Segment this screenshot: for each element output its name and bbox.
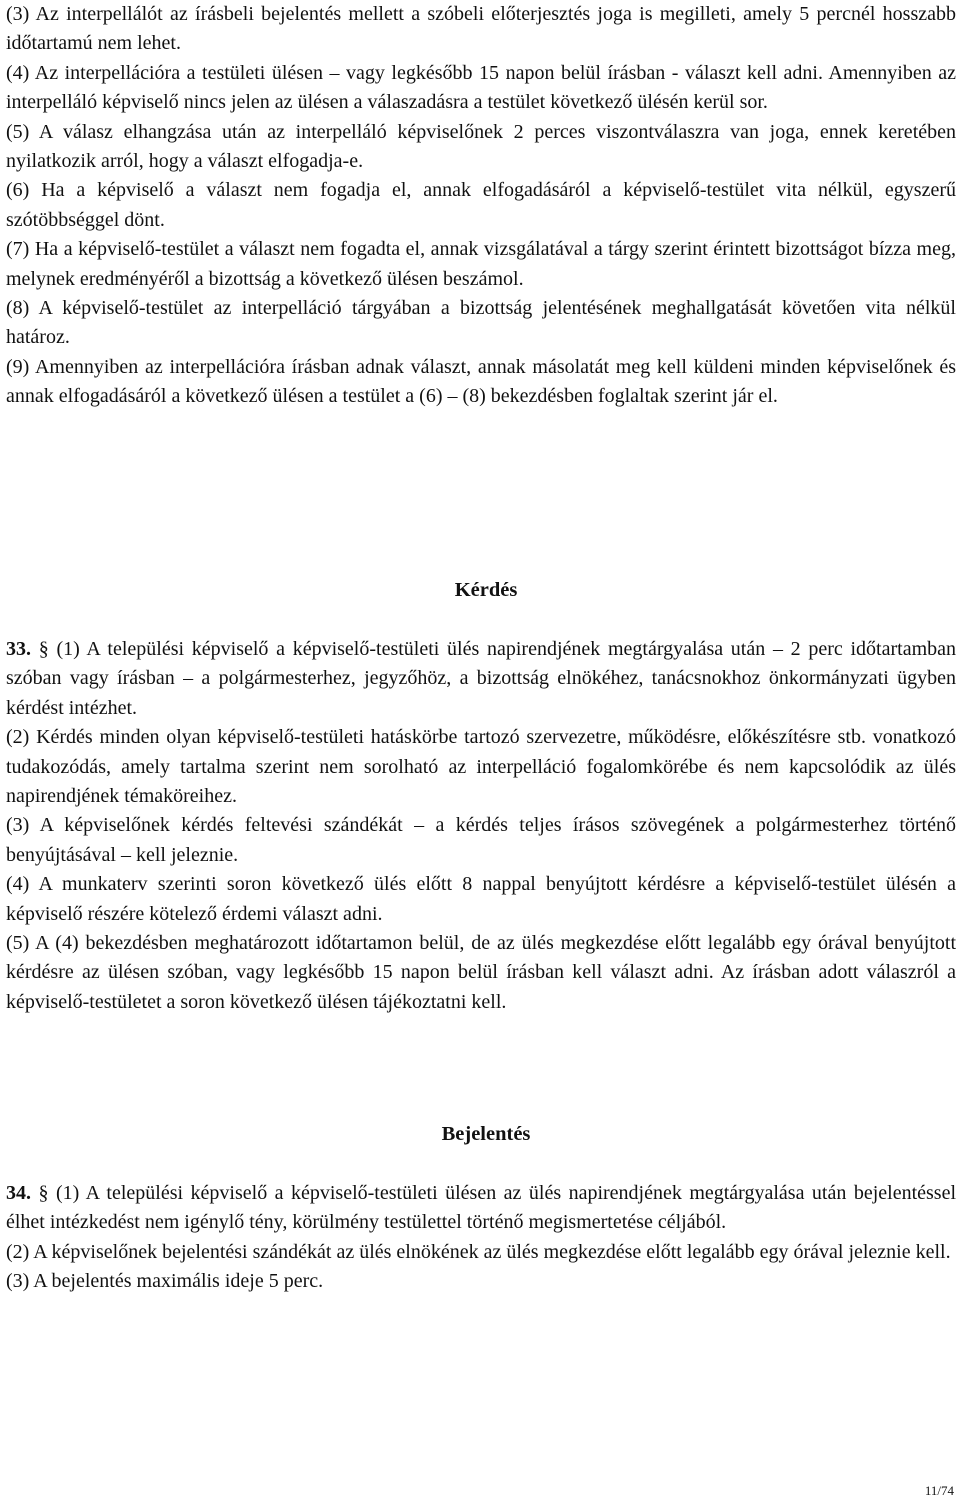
section-bejelentes: [6, 1120, 956, 1297]
section-heading: Kérdés: [454, 579, 518, 601]
paragraph-7: (7) Ha a képviselő-testület a választ nem fogadta el, annak vizsgálatával a tárgy szerint érintett bizottságot bízza meg, melynek eredményéről a bizottság a következő ülésen beszámol.: [6, 238, 956, 290]
paragraph-5: (5) A válasz elhangzása után az interpelláló képviselőnek 2 perces viszontválaszra van joga, ennek keretében nyilatkozik arról, hogy a választ elfogadja-e.: [6, 120, 956, 173]
paragraph-1: [6, 1179, 956, 1238]
paragraph-8: (8) A képviselő-testület az interpelláció tárgyában a bizottság jelentésének meghallgatását követően vita nélkül határoz.: [6, 297, 956, 349]
paragraph-4: (4) Az interpellációra a testületi ülésen – vagy legkésőbb 15 napon belül írásban - választ kell adni. Amennyiben az interpelláló képviselő nincs jelen az ülésen a válaszadásra a testület következő ülésén kerül sor.: [6, 61, 956, 114]
paragraph-6: (6) Ha a képviselő a választ nem fogadja el, annak elfogadásáról a képviselő-testület vita nélkül, egyszerű szótöbbséggel dönt.: [6, 179, 956, 231]
paragraph-1-text: (1) A települési képviselő a képviselő-testületi ülés napirendjének megtárgyalása után – 2 perc időtartamban szóban vagy írásban – a polgármesterhez, jegyzőhöz, a bizottság elnökéhez, tanácsnokhoz önkormányzati ügyben kérdést intézhet.: [6, 638, 957, 719]
paragraph-1-text: (1) A települési képviselő a képviselő-testületi ülésen az ülés napirendjének megtárgyalása után bejelentéssel élhet intézkedést nem igénylő tény, körülmény testülettel történő megismertetése céljából.: [6, 1182, 956, 1234]
paragraph-1: [6, 635, 956, 723]
page-number: 11/74: [924, 1483, 954, 1498]
section-sign: §: [38, 638, 49, 660]
paragraph-4: (4) A munkaterv szerinti soron következő ülés előtt 8 nappal benyújtott kérdésre a képviselő-testület ülésén a képviselő részére kötelező érdemi választ adni.: [6, 873, 956, 925]
paragraph-3: (3) Az interpellálót az írásbeli bejelentés mellett a szóbeli előterjesztés joga is megilleti, amely 5 percnél hosszabb időtartamú nem lehet.: [6, 3, 956, 55]
paragraph-9: (9) Amennyiben az interpellációra írásban adnak választ, annak másolatát meg kell küldeni minden képviselőnek és annak elfogadásáról a következő ülésen a testület a (6) – (8) bekezdésben foglaltak szerint jár el.: [6, 355, 956, 408]
paragraph-3: (3) A bejelentés maximális ideje 5 perc.: [6, 1270, 324, 1293]
paragraph-3: (3) A képviselőnek kérdés feltevési szándékát – a kérdés teljes írásos szövegének a polgármesterhez történő benyújtásával – kell jeleznie.: [6, 814, 956, 866]
paragraph-2: (2) A képviselőnek bejelentési szándékát az ülés elnökének az ülés megkezdése előtt legalább egy órával jeleznie kell.: [6, 1240, 951, 1263]
paragraph-2: (2) Kérdés minden olyan képviselő-testületi hatáskörbe tartozó szervezetre, működésre, előkészítésre stb. vonatkozó tudakozódás, amely tartalma szerint nem sorolható az interpelláció fogalomkörébe és nem kapcsolódik az ülés napirendjének témaköreihez.: [6, 726, 956, 808]
section-number: 34.: [6, 1182, 31, 1204]
interpellacio-continuation: [6, 0, 956, 412]
section-kerdes: [6, 576, 956, 1017]
section-sign: §: [38, 1182, 49, 1204]
paragraph-5: (5) A (4) bekezdésben meghatározott időtartamon belül, de az ülés megkezdése előtt legalább egy órával benyújtott kérdésre az ülésen szóban, vagy legkésőbb 15 napon belül írásban kell választ adni. Az írásban adott válaszról a képviselő-testületet a soron következő ülésen tájékoztatni kell.: [6, 932, 956, 1013]
section-heading: Bejelentés: [441, 1123, 531, 1145]
section-number: 33.: [6, 638, 31, 660]
